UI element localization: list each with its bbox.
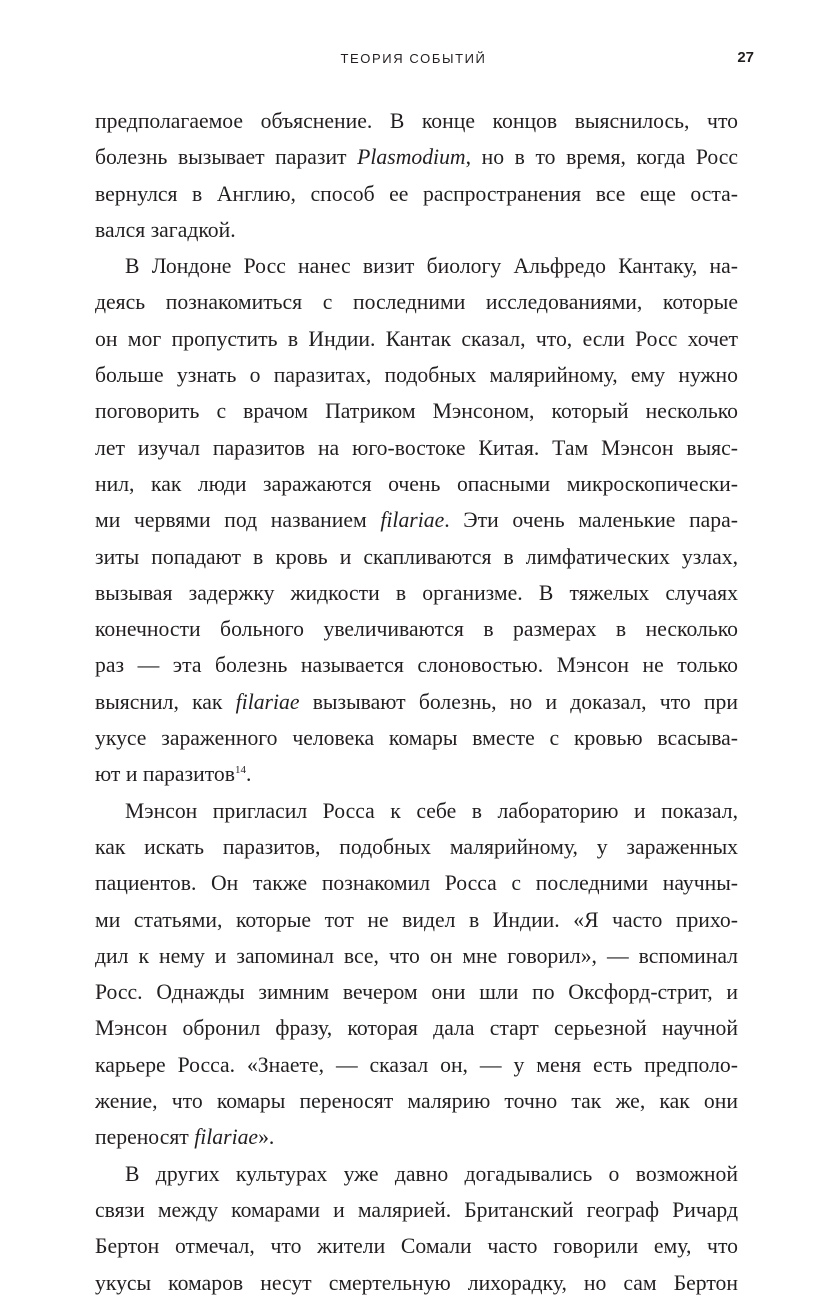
text-line: как искать паразитов, подобных малярийному, у зараженных <box>95 834 738 859</box>
text-line: раз — эта болезнь называется слоновостью. Мэнсон не только <box>95 653 738 678</box>
italic-term: filariae <box>194 1125 259 1150</box>
text-line: Росс. Однажды зимним вечером они шли по Оксфорд-стрит, и <box>95 980 738 1005</box>
text-line: Бертон отмечал, что жители Сомали часто говорили ему, что <box>95 1234 738 1259</box>
text-line: связи между комарами и малярией. Британский географ Ричард <box>95 1197 738 1222</box>
text-line: пациентов. Он также познакомил Росса с последними научны- <box>95 871 738 896</box>
text-line: зиты попадают в кровь и скапливаются в лимфатических узлах, <box>95 544 738 569</box>
text-line: выяснил, как filariae вызывают болезнь, но и доказал, что при <box>95 689 738 714</box>
text-line: он мог пропустить в Индии. Кантак сказал, что, если Росс хочет <box>95 326 738 351</box>
paragraph <box>95 793 738 1156</box>
text-line: жение, что комары переносят малярию точно так же, как они <box>95 1089 738 1114</box>
text-line: вался загадкой. <box>95 217 236 242</box>
paragraph <box>95 1156 738 1301</box>
footnote-ref: 14 <box>235 764 246 777</box>
text-line: ми статьями, которые тот не видел в Индии. «Я часто прихо- <box>95 907 738 932</box>
text-line: переносят filariae». <box>95 1125 275 1150</box>
text-line: больше узнать о паразитах, подобных малярийному, ему нужно <box>95 363 738 388</box>
page-number: 27 <box>737 49 754 66</box>
text-line: вернулся в Англию, способ ее распространения все еще оста- <box>95 181 738 206</box>
text-line: ют и паразитов$^{14}$. <box>95 762 252 787</box>
running-head: ТЕОРИЯ СОБЫТИЙ <box>340 51 487 66</box>
text-line: деясь познакомиться с последними исследованиями, которые <box>95 290 738 315</box>
text-line: конечности больного увеличиваются в размерах в несколько <box>95 617 738 642</box>
text-line: В Лондоне Росс нанес визит биологу Альфредо Кантаку, на- <box>125 254 738 279</box>
text-line: карьере Росса. «Знаете, — сказал он, — у меня есть предполо- <box>95 1052 738 1077</box>
text-line: укусы комаров несут смертельную лихорадку, но сам Бертон <box>95 1270 738 1295</box>
text-line: Мэнсон обронил фразу, которая дала старт серьезной научной <box>95 1016 738 1041</box>
italic-term: Plasmodium <box>357 145 466 170</box>
body-text <box>95 103 738 1301</box>
text-line: лет изучал паразитов на юго-востоке Китая. Там Мэнсон выяс- <box>95 435 738 460</box>
text-line: ми червями под названием filariae. Эти очень маленькие пара- <box>95 508 738 533</box>
paragraph <box>95 103 738 248</box>
text-line: дил к нему и запоминал все, что он мне говорил», — вспоминал <box>95 943 738 968</box>
paragraph <box>95 248 738 792</box>
italic-term: filariae <box>380 508 445 533</box>
text-line: болезнь вызывает паразит Plasmodium, но в то время, когда Росс <box>95 145 739 170</box>
italic-term: filariae <box>235 689 300 714</box>
text-line: Мэнсон пригласил Росса к себе в лабораторию и показал, <box>125 798 738 823</box>
text-line: вызывая задержку жидкости в организме. В тяжелых случаях <box>95 580 738 605</box>
text-line: поговорить с врачом Патриком Мэнсоном, который несколько <box>95 399 738 424</box>
text-line: укусе зараженного человека комары вместе с кровью всасыва- <box>95 726 738 751</box>
text-line: предполагаемое объяснение. В конце концов выяснилось, что <box>95 109 738 133</box>
text-line: В других культурах уже давно догадывались о возможной <box>125 1161 738 1186</box>
text-line: нил, как люди заражаются очень опасными микроскопически- <box>95 471 738 496</box>
